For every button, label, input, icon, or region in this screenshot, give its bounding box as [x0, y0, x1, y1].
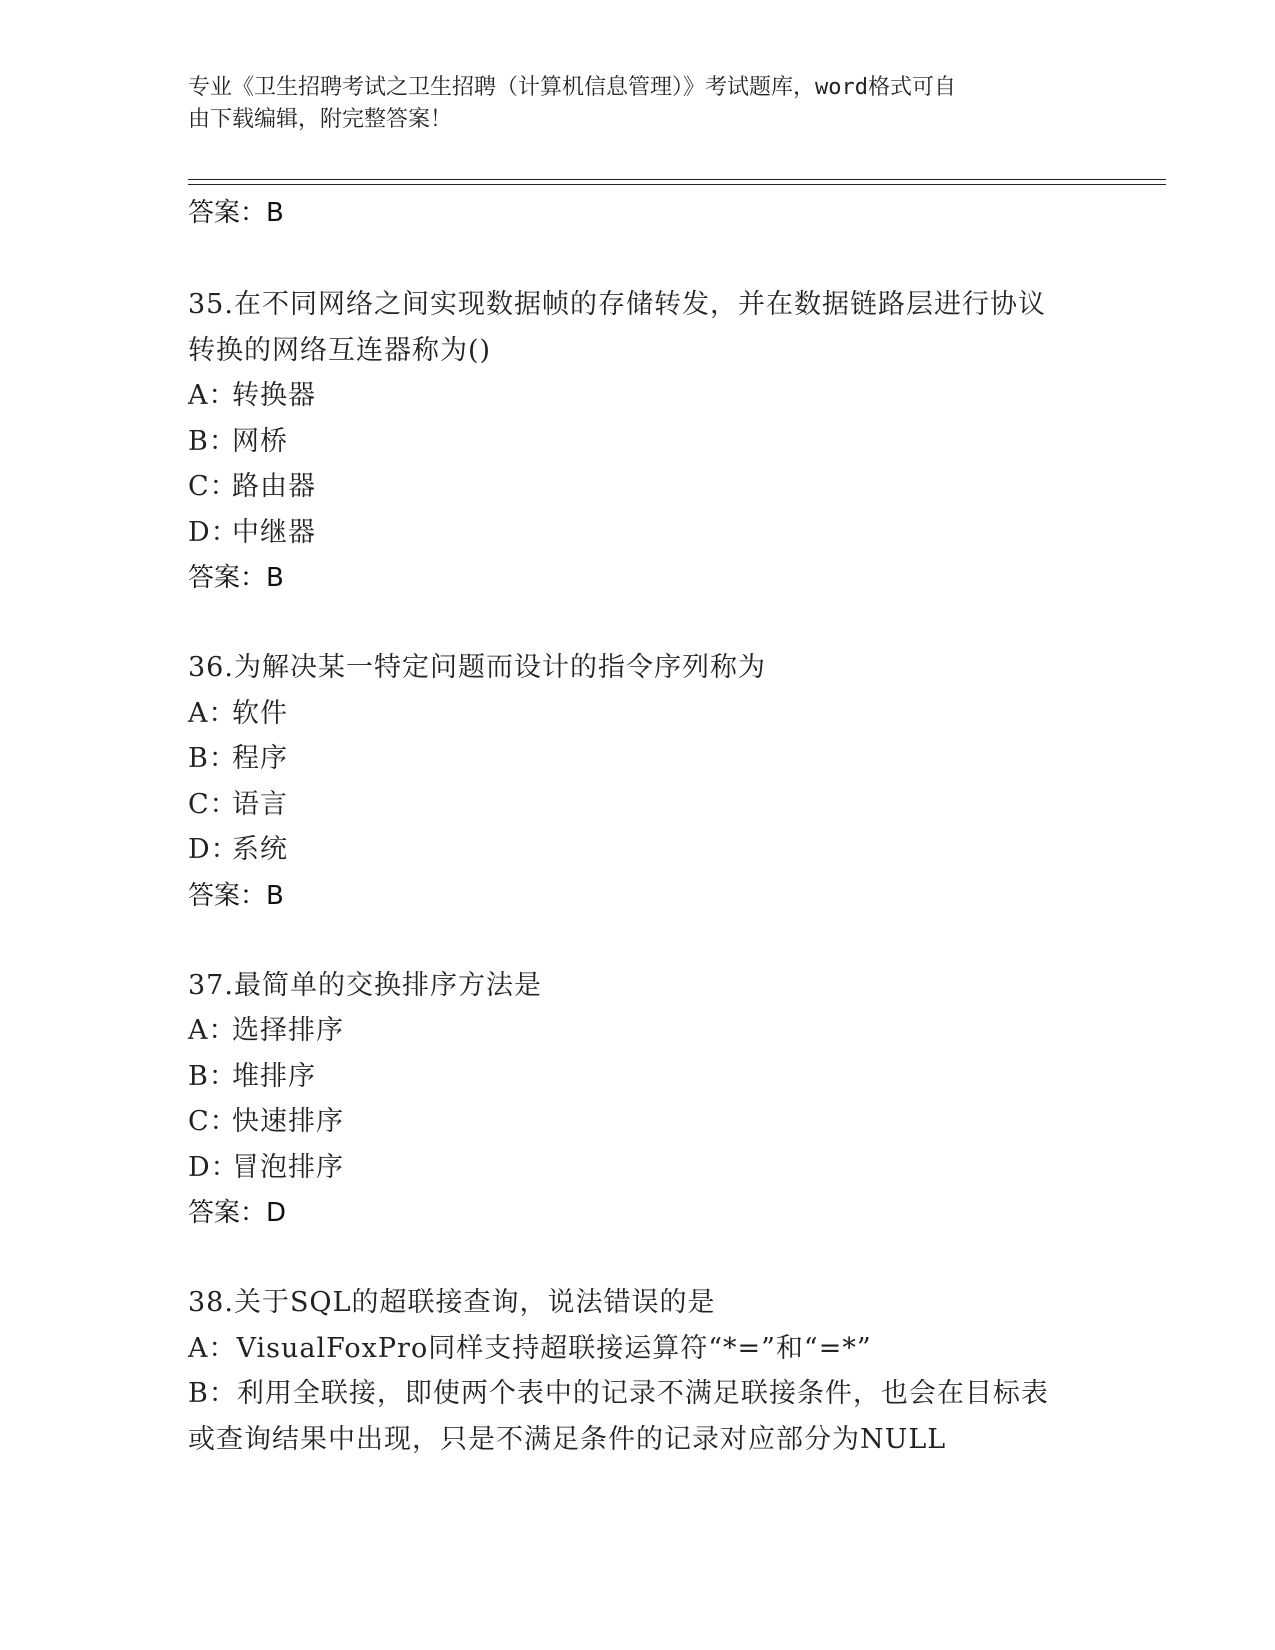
- question-stem-line: 转换的网络互连器称为(): [188, 334, 492, 366]
- option-c: [188, 464, 1088, 510]
- header-rule-top: [188, 179, 1166, 180]
- question-38: [188, 1280, 1088, 1462]
- header-rule-bottom: [188, 184, 1166, 185]
- question-stem-line: 37.最简单的交换排序方法是: [188, 969, 542, 1001]
- option-key: C：: [188, 1106, 238, 1137]
- option-key: C：: [188, 788, 238, 820]
- option-b-continuation: 或查询结果中出现，只是不满足条件的记录对应部分为NULL: [188, 1423, 947, 1455]
- question-35: [188, 282, 1088, 601]
- question-36: [188, 645, 1088, 919]
- option-key: D：: [188, 1151, 239, 1183]
- option-text: 利用全联接，即使两个表中的记录不满足联接条件，也会在目标表: [236, 1378, 1049, 1409]
- option-b: [188, 1371, 1088, 1417]
- option-text: 选择排序: [232, 1015, 344, 1046]
- question-list: [188, 282, 1088, 1462]
- question-stem-line: 35.在不同网络之间实现数据帧的存储转发，并在数据链路层进行协议: [188, 289, 1046, 320]
- option-text: 堆排序: [232, 1060, 316, 1092]
- option-key: B：: [188, 1378, 237, 1409]
- option-key: B：: [188, 743, 237, 774]
- option-key: D：: [188, 516, 239, 548]
- option-text: 网桥: [232, 425, 288, 457]
- option-d: [188, 510, 1088, 556]
- option-c: [188, 782, 1088, 828]
- option-text: 软件: [232, 697, 288, 729]
- option-text: 语言: [232, 788, 288, 820]
- option-a: [188, 1008, 1088, 1054]
- option-key: C：: [188, 471, 238, 502]
- option-key: A：: [188, 380, 237, 411]
- option-text: VisualFoxPro同样支持超联接运算符“*=”和“=*”: [236, 1332, 872, 1364]
- option-text: 快速排序: [232, 1106, 344, 1137]
- answer-line: 答案：B: [188, 198, 284, 228]
- question-content: [188, 190, 1088, 1462]
- option-key: D：: [188, 834, 239, 865]
- question-stem-line: 36.为解决某一特定问题而设计的指令序列称为: [188, 652, 766, 683]
- answer-line: 答案：D: [188, 1198, 287, 1228]
- option-b: [188, 1054, 1088, 1100]
- option-text: 程序: [232, 743, 288, 774]
- option-text: 路由器: [232, 471, 316, 502]
- option-a: [188, 1326, 1088, 1372]
- option-text: 转换器: [232, 380, 316, 411]
- option-text: 系统: [232, 834, 288, 865]
- answer-line: 答案：B: [188, 563, 284, 593]
- header-line-2: 由下载编辑，附完整答案！: [188, 107, 453, 132]
- question-stem-line: 38.关于SQL的超联接查询，说法错误的是: [188, 1287, 716, 1318]
- option-key: A：: [188, 1015, 237, 1046]
- option-text: 中继器: [232, 516, 316, 548]
- option-d: [188, 827, 1088, 873]
- question-37: [188, 963, 1088, 1237]
- header-line-1: 专业《卫生招聘考试之卫生招聘（计算机信息管理）》考试题库，word格式可自: [188, 75, 956, 100]
- option-key: B：: [188, 425, 237, 457]
- page-header: [188, 72, 1078, 136]
- option-b: [188, 736, 1088, 782]
- option-d: [188, 1145, 1088, 1191]
- option-key: A：: [188, 697, 237, 729]
- option-a: [188, 373, 1088, 419]
- answer-line: 答案：B: [188, 880, 284, 911]
- option-text: 冒泡排序: [232, 1151, 344, 1183]
- option-key: A：: [188, 1332, 237, 1364]
- option-b: [188, 419, 1088, 465]
- option-key: B：: [188, 1060, 237, 1092]
- option-c: [188, 1099, 1088, 1145]
- option-a: [188, 691, 1088, 737]
